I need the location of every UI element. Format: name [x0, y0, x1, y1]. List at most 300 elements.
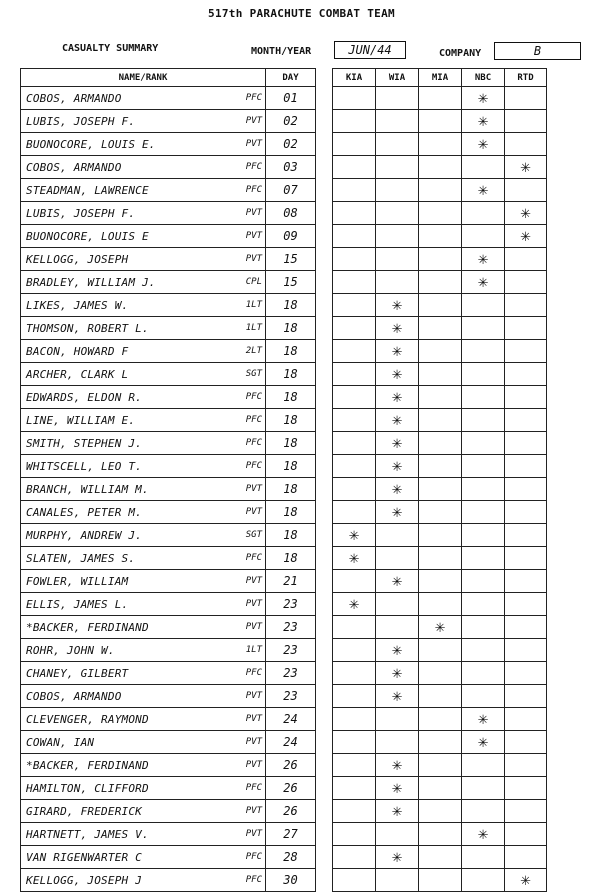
table-row	[21, 478, 547, 501]
name-rank-cell	[21, 133, 266, 156]
nbc-cell	[462, 156, 505, 179]
month-year-label: MONTH/YEAR	[251, 46, 312, 57]
mia-cell	[419, 593, 462, 616]
kia-cell	[333, 225, 376, 248]
nbc-cell	[462, 800, 505, 823]
column-gap	[316, 754, 333, 777]
kia-cell	[333, 248, 376, 271]
name-rank-cell	[21, 823, 266, 846]
soldier-name: KELLOGG, JOSEPH J	[26, 873, 142, 887]
column-gap	[316, 363, 333, 386]
rtd-cell	[505, 731, 547, 754]
kia-cell	[333, 202, 376, 225]
soldier-rank: PVT	[245, 576, 262, 586]
name-rank-cell	[21, 363, 266, 386]
rtd-cell	[505, 501, 547, 524]
column-gap	[316, 69, 333, 87]
rtd-cell	[505, 317, 547, 340]
wia-cell	[376, 777, 419, 800]
mia-cell	[419, 386, 462, 409]
table-row	[21, 432, 547, 455]
kia-cell	[333, 340, 376, 363]
column-gap	[316, 225, 333, 248]
nbc-cell	[462, 570, 505, 593]
wia-cell	[376, 547, 419, 570]
mia-cell	[419, 110, 462, 133]
nbc-cell	[462, 202, 505, 225]
column-gap	[316, 409, 333, 432]
soldier-name: BRADLEY, WILLIAM J.	[26, 275, 156, 289]
soldier-name: BRANCH, WILLIAM M.	[26, 482, 149, 496]
name-rank-cell	[21, 478, 266, 501]
wia-cell	[376, 179, 419, 202]
soldier-name: CHANEY, GILBERT	[26, 666, 129, 680]
column-gap	[316, 524, 333, 547]
soldier-rank: PVT	[245, 139, 262, 149]
day-cell: 18	[266, 294, 316, 317]
wia-cell	[376, 363, 419, 386]
soldier-rank: PVT	[245, 231, 262, 241]
column-gap	[316, 662, 333, 685]
column-gap	[316, 317, 333, 340]
name-rank-cell	[21, 87, 266, 110]
column-gap	[316, 593, 333, 616]
nbc-cell	[462, 248, 505, 271]
kia-cell	[333, 639, 376, 662]
soldier-name: BUONOCORE, LOUIS E.	[26, 137, 156, 151]
column-gap	[316, 708, 333, 731]
column-gap	[316, 133, 333, 156]
asterisk-mark-icon: ✳	[348, 525, 360, 545]
wia-cell	[376, 593, 419, 616]
table-row	[21, 731, 547, 754]
table-row	[21, 524, 547, 547]
header-wia: WIA	[376, 69, 419, 87]
soldier-rank: PFC	[245, 875, 262, 885]
table-row	[21, 386, 547, 409]
header-mia: MIA	[419, 69, 462, 87]
soldier-rank: PFC	[245, 438, 262, 448]
table-row	[21, 639, 547, 662]
wia-cell	[376, 708, 419, 731]
asterisk-mark-icon: ✳	[477, 732, 489, 752]
name-rank-cell	[21, 593, 266, 616]
rtd-cell	[505, 662, 547, 685]
mia-cell	[419, 731, 462, 754]
name-rank-cell	[21, 202, 266, 225]
kia-cell	[333, 800, 376, 823]
nbc-cell	[462, 87, 505, 110]
rtd-cell	[505, 593, 547, 616]
soldier-rank: PVT	[245, 760, 262, 770]
mia-cell	[419, 846, 462, 869]
table-body	[21, 87, 547, 892]
kia-cell	[333, 455, 376, 478]
mia-cell	[419, 754, 462, 777]
rtd-cell	[505, 455, 547, 478]
soldier-rank: PVT	[245, 829, 262, 839]
mia-cell	[419, 777, 462, 800]
soldier-rank: 1LT	[245, 300, 262, 310]
wia-cell	[376, 823, 419, 846]
header-kia: KIA	[333, 69, 376, 87]
soldier-name: FOWLER, WILLIAM	[26, 574, 129, 588]
soldier-rank: PVT	[245, 254, 262, 264]
nbc-cell	[462, 455, 505, 478]
column-gap	[316, 110, 333, 133]
mia-cell	[419, 202, 462, 225]
table-row	[21, 685, 547, 708]
wia-cell	[376, 846, 419, 869]
asterisk-mark-icon: ✳	[520, 870, 531, 890]
day-cell: 23	[266, 662, 316, 685]
rtd-cell	[505, 708, 547, 731]
asterisk-mark-icon: ✳	[391, 755, 403, 775]
asterisk-mark-icon: ✳	[477, 249, 489, 269]
nbc-cell	[462, 639, 505, 662]
mia-cell	[419, 800, 462, 823]
soldier-rank: PFC	[245, 392, 262, 402]
casualty-table	[20, 68, 547, 892]
soldier-name: WHITSCELL, LEO T.	[26, 459, 142, 473]
mia-cell	[419, 432, 462, 455]
asterisk-mark-icon: ✳	[477, 709, 489, 729]
soldier-name: ROHR, JOHN W.	[26, 643, 115, 657]
asterisk-mark-icon: ✳	[391, 778, 403, 798]
nbc-cell	[462, 869, 505, 892]
rtd-cell	[505, 248, 547, 271]
table-row	[21, 179, 547, 202]
soldier-rank: PVT	[245, 484, 262, 494]
name-rank-cell	[21, 846, 266, 869]
nbc-cell	[462, 754, 505, 777]
soldier-name: LIKES, JAMES W.	[26, 298, 129, 312]
soldier-rank: PFC	[245, 162, 262, 172]
nbc-cell	[462, 317, 505, 340]
mia-cell	[419, 869, 462, 892]
day-cell: 18	[266, 524, 316, 547]
soldier-name: COBOS, ARMANDO	[26, 689, 122, 703]
soldier-name: SLATEN, JAMES S.	[26, 551, 136, 565]
column-gap	[316, 386, 333, 409]
name-rank-cell	[21, 708, 266, 731]
nbc-cell	[462, 294, 505, 317]
day-cell: 02	[266, 133, 316, 156]
asterisk-mark-icon: ✳	[348, 594, 360, 614]
soldier-rank: PVT	[245, 691, 262, 701]
nbc-cell	[462, 363, 505, 386]
kia-cell	[333, 363, 376, 386]
asterisk-mark-icon: ✳	[477, 180, 489, 200]
asterisk-mark-icon: ✳	[391, 387, 403, 407]
rtd-cell	[505, 432, 547, 455]
nbc-cell	[462, 340, 505, 363]
kia-cell	[333, 662, 376, 685]
mia-cell	[419, 409, 462, 432]
asterisk-mark-icon: ✳	[391, 847, 403, 867]
mia-cell	[419, 317, 462, 340]
day-cell: 24	[266, 708, 316, 731]
asterisk-mark-icon: ✳	[391, 318, 403, 338]
asterisk-mark-icon: ✳	[391, 686, 403, 706]
header-nbc: NBC	[462, 69, 505, 87]
asterisk-mark-icon: ✳	[520, 157, 531, 177]
rtd-cell	[505, 386, 547, 409]
mia-cell	[419, 823, 462, 846]
soldier-name: HARTNETT, JAMES V.	[26, 827, 149, 841]
mia-cell	[419, 179, 462, 202]
kia-cell	[333, 179, 376, 202]
kia-cell	[333, 869, 376, 892]
soldier-rank: PFC	[245, 852, 262, 862]
table-row	[21, 846, 547, 869]
day-cell: 28	[266, 846, 316, 869]
wia-cell	[376, 869, 419, 892]
day-cell: 15	[266, 248, 316, 271]
wia-cell	[376, 340, 419, 363]
nbc-cell	[462, 524, 505, 547]
column-gap	[316, 87, 333, 110]
rtd-cell	[505, 133, 547, 156]
table-row	[21, 547, 547, 570]
day-cell: 26	[266, 800, 316, 823]
name-rank-cell	[21, 432, 266, 455]
asterisk-mark-icon: ✳	[391, 364, 403, 384]
kia-cell	[333, 846, 376, 869]
mia-cell	[419, 455, 462, 478]
mia-cell	[419, 156, 462, 179]
soldier-rank: PFC	[245, 185, 262, 195]
table-row	[21, 777, 547, 800]
day-cell: 18	[266, 317, 316, 340]
mia-cell	[419, 708, 462, 731]
header-name-rank: NAME/RANK	[21, 69, 266, 87]
nbc-cell	[462, 846, 505, 869]
mia-cell	[419, 294, 462, 317]
day-cell: 26	[266, 777, 316, 800]
soldier-name: KELLOGG, JOSEPH	[26, 252, 129, 266]
rtd-cell	[505, 616, 547, 639]
header-rtd: RTD	[505, 69, 547, 87]
day-cell: 01	[266, 87, 316, 110]
wia-cell	[376, 133, 419, 156]
soldier-rank: PVT	[245, 622, 262, 632]
soldier-name: EDWARDS, ELDON R.	[26, 390, 142, 404]
kia-cell	[333, 386, 376, 409]
asterisk-mark-icon: ✳	[391, 571, 403, 591]
nbc-cell	[462, 685, 505, 708]
kia-cell	[333, 317, 376, 340]
name-rank-cell	[21, 685, 266, 708]
asterisk-mark-icon: ✳	[391, 479, 403, 499]
table-row	[21, 501, 547, 524]
kia-cell	[333, 777, 376, 800]
asterisk-mark-icon: ✳	[391, 502, 403, 522]
soldier-name: VAN RIGENWARTER C	[26, 850, 142, 864]
asterisk-mark-icon: ✳	[520, 226, 531, 246]
soldier-rank: PVT	[245, 737, 262, 747]
mia-cell	[419, 248, 462, 271]
nbc-cell	[462, 616, 505, 639]
rtd-cell	[505, 179, 547, 202]
table-row	[21, 869, 547, 892]
rtd-cell	[505, 524, 547, 547]
wia-cell	[376, 156, 419, 179]
soldier-rank: PVT	[245, 806, 262, 816]
asterisk-mark-icon: ✳	[391, 663, 403, 683]
rtd-cell	[505, 685, 547, 708]
asterisk-mark-icon: ✳	[477, 88, 489, 108]
soldier-name: LINE, WILLIAM E.	[26, 413, 136, 427]
soldier-name: *BACKER, FERDINAND	[26, 758, 149, 772]
kia-cell	[333, 524, 376, 547]
rtd-cell	[505, 340, 547, 363]
kia-cell	[333, 593, 376, 616]
wia-cell	[376, 524, 419, 547]
kia-cell	[333, 271, 376, 294]
rtd-cell	[505, 225, 547, 248]
name-rank-cell	[21, 248, 266, 271]
mia-cell	[419, 478, 462, 501]
day-cell: 18	[266, 501, 316, 524]
day-cell: 08	[266, 202, 316, 225]
day-cell: 18	[266, 340, 316, 363]
column-gap	[316, 271, 333, 294]
day-cell: 18	[266, 478, 316, 501]
table-row	[21, 248, 547, 271]
day-cell: 30	[266, 869, 316, 892]
nbc-cell	[462, 225, 505, 248]
wia-cell	[376, 248, 419, 271]
mia-cell	[419, 501, 462, 524]
wia-cell	[376, 754, 419, 777]
asterisk-mark-icon: ✳	[477, 272, 489, 292]
rtd-cell	[505, 478, 547, 501]
column-gap	[316, 570, 333, 593]
name-rank-cell	[21, 754, 266, 777]
column-gap	[316, 432, 333, 455]
wia-cell	[376, 202, 419, 225]
soldier-name: HAMILTON, CLIFFORD	[26, 781, 149, 795]
name-rank-cell	[21, 179, 266, 202]
soldier-name: THOMSON, ROBERT L.	[26, 321, 149, 335]
kia-cell	[333, 616, 376, 639]
soldier-rank: PFC	[245, 415, 262, 425]
nbc-cell	[462, 133, 505, 156]
rtd-cell	[505, 846, 547, 869]
column-gap	[316, 478, 333, 501]
rtd-cell	[505, 271, 547, 294]
rtd-cell	[505, 87, 547, 110]
mia-cell	[419, 363, 462, 386]
name-rank-cell	[21, 869, 266, 892]
asterisk-mark-icon: ✳	[391, 801, 403, 821]
mia-cell	[419, 225, 462, 248]
nbc-cell	[462, 501, 505, 524]
nbc-cell	[462, 593, 505, 616]
soldier-rank: PFC	[245, 668, 262, 678]
wia-cell	[376, 225, 419, 248]
nbc-cell	[462, 386, 505, 409]
name-rank-cell	[21, 294, 266, 317]
form-title: 517th PARACHUTE COMBAT TEAM	[208, 7, 395, 20]
wia-cell	[376, 455, 419, 478]
day-cell: 26	[266, 754, 316, 777]
wia-cell	[376, 616, 419, 639]
day-cell: 18	[266, 409, 316, 432]
nbc-cell	[462, 547, 505, 570]
nbc-cell	[462, 823, 505, 846]
table-row	[21, 133, 547, 156]
wia-cell	[376, 501, 419, 524]
rtd-cell	[505, 754, 547, 777]
name-rank-cell	[21, 547, 266, 570]
soldier-rank: PVT	[245, 116, 262, 126]
name-rank-cell	[21, 639, 266, 662]
column-gap	[316, 248, 333, 271]
name-rank-cell	[21, 225, 266, 248]
soldier-rank: 1LT	[245, 323, 262, 333]
column-gap	[316, 869, 333, 892]
asterisk-mark-icon: ✳	[348, 548, 360, 568]
kia-cell	[333, 731, 376, 754]
day-cell: 09	[266, 225, 316, 248]
column-gap	[316, 547, 333, 570]
kia-cell	[333, 685, 376, 708]
name-rank-cell	[21, 455, 266, 478]
name-rank-cell	[21, 110, 266, 133]
table-row	[21, 570, 547, 593]
day-cell: 18	[266, 363, 316, 386]
rtd-cell	[505, 869, 547, 892]
kia-cell	[333, 708, 376, 731]
column-gap	[316, 823, 333, 846]
day-cell: 18	[266, 386, 316, 409]
day-cell: 27	[266, 823, 316, 846]
wia-cell	[376, 87, 419, 110]
name-rank-cell	[21, 271, 266, 294]
column-gap	[316, 294, 333, 317]
company-field: B	[494, 42, 581, 60]
soldier-rank: SGT	[245, 530, 262, 540]
table-row	[21, 363, 547, 386]
mia-cell	[419, 639, 462, 662]
asterisk-mark-icon: ✳	[391, 410, 403, 430]
asterisk-mark-icon: ✳	[391, 295, 403, 315]
table-row	[21, 754, 547, 777]
asterisk-mark-icon: ✳	[520, 203, 531, 223]
column-gap	[316, 156, 333, 179]
soldier-name: LUBIS, JOSEPH F.	[26, 206, 136, 220]
wia-cell	[376, 800, 419, 823]
kia-cell	[333, 432, 376, 455]
rtd-cell	[505, 823, 547, 846]
day-cell: 18	[266, 432, 316, 455]
nbc-cell	[462, 110, 505, 133]
kia-cell	[333, 823, 376, 846]
mia-cell	[419, 133, 462, 156]
table-row	[21, 616, 547, 639]
mia-cell	[419, 524, 462, 547]
nbc-cell	[462, 409, 505, 432]
day-cell: 23	[266, 685, 316, 708]
soldier-name: COWAN, IAN	[26, 735, 95, 749]
column-gap	[316, 639, 333, 662]
kia-cell	[333, 547, 376, 570]
name-rank-cell	[21, 731, 266, 754]
table-row	[21, 202, 547, 225]
nbc-cell	[462, 662, 505, 685]
